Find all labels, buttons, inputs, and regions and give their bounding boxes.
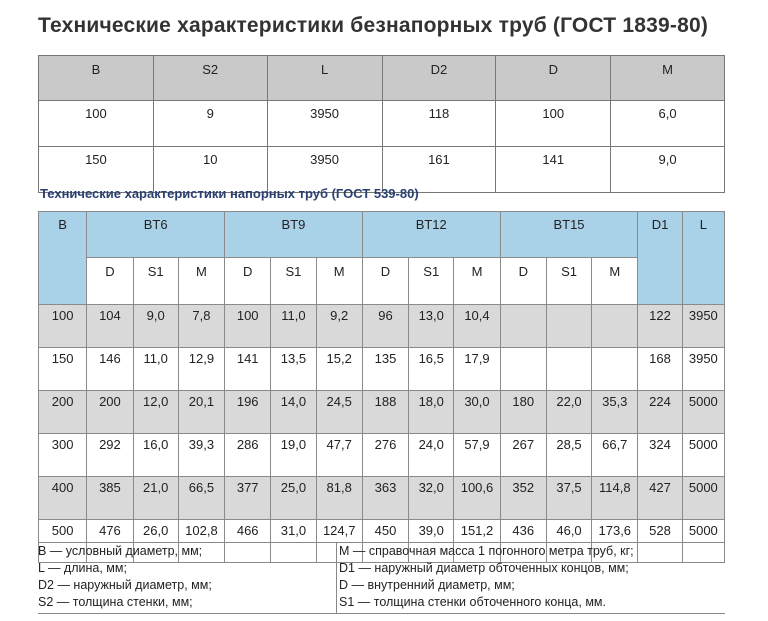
header-cell: L	[267, 56, 382, 101]
table-cell: 528	[638, 520, 682, 563]
table-cell: 180	[500, 391, 546, 434]
group-header: BT12	[362, 212, 500, 258]
group-header: BT9	[225, 212, 363, 258]
table-cell: 352	[500, 477, 546, 520]
table-body	[39, 305, 725, 563]
table-cell: 385	[87, 477, 133, 520]
table-cell: 150	[39, 147, 154, 193]
legend-item: D1 — наружный диаметр обточенных концов, мм;	[339, 561, 629, 575]
subheader-cell: M	[316, 258, 362, 305]
table-cell: 19,0	[271, 434, 316, 477]
table-cell: 25,0	[271, 477, 316, 520]
table-cell	[546, 305, 591, 348]
table-cell: 363	[362, 477, 408, 520]
table-cell: 188	[362, 391, 408, 434]
table-cell: 292	[87, 434, 133, 477]
table-cell	[500, 305, 546, 348]
table-cell: 24,5	[316, 391, 362, 434]
table-cell: 12,9	[178, 348, 224, 391]
table-cell: 200	[39, 391, 87, 434]
table-cell: 14,0	[271, 391, 316, 434]
table-row	[39, 305, 725, 348]
legend-item: L — длина, мм;	[38, 561, 127, 575]
subheader-cell: M	[592, 258, 638, 305]
table-cell: 20,1	[178, 391, 224, 434]
table-cell: 16,0	[133, 434, 178, 477]
table-cell: 476	[87, 520, 133, 563]
table-cell: 57,9	[454, 434, 500, 477]
table-cell: 11,0	[271, 305, 316, 348]
table-cell: 5000	[682, 520, 724, 563]
table-cell: 3950	[267, 101, 382, 147]
table-cell: 276	[362, 434, 408, 477]
table-cell: 124,7	[316, 520, 362, 563]
table-cell: 100	[225, 305, 271, 348]
table-row	[39, 348, 725, 391]
group-header: BT15	[500, 212, 638, 258]
table-cell: 114,8	[592, 477, 638, 520]
table-cell	[500, 348, 546, 391]
table-cell: 104	[87, 305, 133, 348]
page-title: Технические характеристики безнапорных труб (ГОСТ 1839-80)	[38, 14, 709, 37]
table-cell: 427	[638, 477, 682, 520]
table-cell	[592, 305, 638, 348]
pressure-pipes-table	[38, 211, 725, 563]
table-cell: 37,5	[546, 477, 591, 520]
legend	[38, 542, 725, 614]
table-cell: 39,3	[178, 434, 224, 477]
table-row	[39, 101, 725, 147]
table-cell: 3950	[682, 348, 724, 391]
table-cell: 450	[362, 520, 408, 563]
header-cell: D1	[638, 212, 682, 305]
table-cell: 3950	[267, 147, 382, 193]
table-cell: 122	[638, 305, 682, 348]
legend-item: S2 — толщина стенки, мм;	[38, 595, 193, 609]
table-cell: 39,0	[409, 520, 454, 563]
subheader-cell: S1	[546, 258, 591, 305]
table-row	[39, 391, 725, 434]
table-cell: 13,0	[409, 305, 454, 348]
table-cell: 141	[496, 147, 611, 193]
table-cell: 141	[225, 348, 271, 391]
table-cell: 46,0	[546, 520, 591, 563]
table-cell: 100	[39, 305, 87, 348]
table-cell: 436	[500, 520, 546, 563]
header-cell: L	[682, 212, 724, 305]
legend-right-column	[336, 543, 725, 613]
header-cell: D2	[382, 56, 496, 101]
table-cell: 66,5	[178, 477, 224, 520]
table-cell: 118	[382, 101, 496, 147]
table-cell: 168	[638, 348, 682, 391]
table-cell	[592, 348, 638, 391]
header-cell: S2	[153, 56, 267, 101]
table-cell: 5000	[682, 391, 724, 434]
table-cell: 150	[39, 348, 87, 391]
table-cell: 324	[638, 434, 682, 477]
table-cell: 10,4	[454, 305, 500, 348]
legend-item: D2 — наружный диаметр, мм;	[38, 578, 212, 592]
header-cell: B	[39, 56, 154, 101]
legend-item: S1 — толщина стенки обточенного конца, мм.	[339, 595, 606, 609]
subheader-cell: S1	[409, 258, 454, 305]
table-cell: 18,0	[409, 391, 454, 434]
table-cell: 146	[87, 348, 133, 391]
table-cell: 21,0	[133, 477, 178, 520]
table-cell: 81,8	[316, 477, 362, 520]
table-cell: 135	[362, 348, 408, 391]
subheader-cell: D	[87, 258, 133, 305]
table-subheader-row	[39, 258, 725, 305]
table-row	[39, 434, 725, 477]
table-cell: 12,0	[133, 391, 178, 434]
table-cell: 400	[39, 477, 87, 520]
subheader-cell: D	[362, 258, 408, 305]
table-cell: 10	[153, 147, 267, 193]
subheader-cell: S1	[271, 258, 316, 305]
table-cell: 7,8	[178, 305, 224, 348]
table-row	[39, 477, 725, 520]
table-cell: 47,7	[316, 434, 362, 477]
gravity-pipes-table	[38, 55, 725, 193]
table-cell: 22,0	[546, 391, 591, 434]
table-cell: 96	[362, 305, 408, 348]
table-cell: 9,0	[611, 147, 725, 193]
subheader-cell: D	[500, 258, 546, 305]
subheader-cell: S1	[133, 258, 178, 305]
header-cell: B	[39, 212, 87, 305]
table-cell: 3950	[682, 305, 724, 348]
table-cell	[546, 348, 591, 391]
group-header: BT6	[87, 212, 225, 258]
table-cell: 28,5	[546, 434, 591, 477]
table-cell: 35,3	[592, 391, 638, 434]
table-cell: 100	[496, 101, 611, 147]
table-cell: 267	[500, 434, 546, 477]
section-title: Технические характеристики напорных труб (ГОСТ 539-80)	[40, 186, 419, 201]
header-cell: M	[611, 56, 725, 101]
legend-item: D — внутренний диаметр, мм;	[339, 578, 515, 592]
table-header-row	[39, 212, 725, 258]
table-cell: 24,0	[409, 434, 454, 477]
table-cell: 5000	[682, 434, 724, 477]
table-cell: 100,6	[454, 477, 500, 520]
table-cell: 31,0	[271, 520, 316, 563]
table-cell: 500	[39, 520, 87, 563]
table-cell: 11,0	[133, 348, 178, 391]
table-cell: 100	[39, 101, 154, 147]
subheader-cell: D	[225, 258, 271, 305]
table-cell: 17,9	[454, 348, 500, 391]
table-cell: 196	[225, 391, 271, 434]
table-cell: 377	[225, 477, 271, 520]
subheader-cell: M	[454, 258, 500, 305]
legend-left-column	[38, 543, 335, 611]
table-cell: 5000	[682, 477, 724, 520]
table-header-row	[39, 56, 725, 101]
table-cell: 102,8	[178, 520, 224, 563]
table-cell: 466	[225, 520, 271, 563]
header-cell: D	[496, 56, 611, 101]
table-cell: 30,0	[454, 391, 500, 434]
table-cell: 9,0	[133, 305, 178, 348]
subheader-cell: M	[178, 258, 224, 305]
table-cell: 151,2	[454, 520, 500, 563]
table-cell: 6,0	[611, 101, 725, 147]
table-cell: 173,6	[592, 520, 638, 563]
table-cell: 9,2	[316, 305, 362, 348]
table-cell: 286	[225, 434, 271, 477]
table-cell: 16,5	[409, 348, 454, 391]
table-cell: 200	[87, 391, 133, 434]
legend-item: M — справочная масса 1 погонного метра труб, кг;	[339, 544, 634, 558]
table-cell: 32,0	[409, 477, 454, 520]
table-cell: 26,0	[133, 520, 178, 563]
table-cell: 15,2	[316, 348, 362, 391]
table-cell: 66,7	[592, 434, 638, 477]
table-cell: 161	[382, 147, 496, 193]
table-cell: 300	[39, 434, 87, 477]
table-cell: 9	[153, 101, 267, 147]
table-cell: 224	[638, 391, 682, 434]
table-cell: 13,5	[271, 348, 316, 391]
legend-item: B — условный диаметр, мм;	[38, 544, 203, 558]
